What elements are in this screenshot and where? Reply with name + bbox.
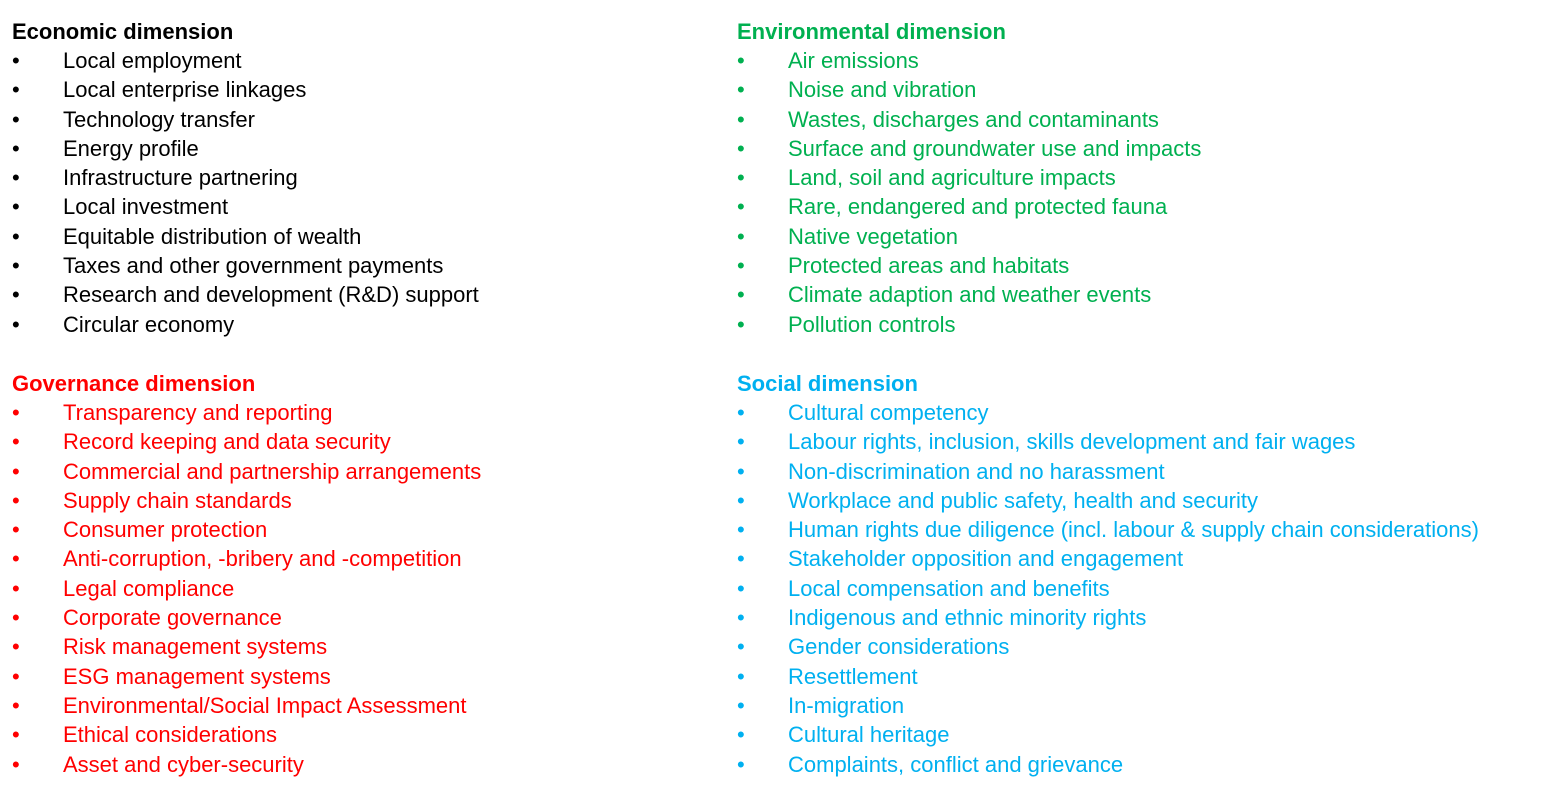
governance-section [12, 369, 482, 779]
economic-item-text: Local investment [63, 194, 229, 220]
bullet-icon: • [737, 165, 745, 191]
bullet-icon: • [737, 48, 745, 73]
bullet-icon: • [12, 223, 20, 249]
environmental-list-item [737, 192, 1168, 221]
bullet-icon: • [737, 106, 745, 132]
governance-list-item [12, 398, 333, 427]
governance-list-item [12, 486, 292, 515]
economic-list-item [12, 310, 233, 339]
social-item-text: Cultural heritage [788, 722, 950, 748]
governance-list-item [12, 603, 282, 632]
social-item-text: In-migration [788, 692, 905, 718]
governance-item-text: Legal compliance [63, 575, 235, 601]
governance-item-text: ESG management systems [63, 663, 331, 689]
environmental-section [737, 17, 1202, 339]
social-item-text: Gender considerations [788, 634, 1010, 660]
bullet-icon: • [737, 517, 745, 543]
bullet-icon: • [12, 282, 20, 308]
bullet-icon: • [737, 751, 745, 777]
environmental-item-text: Noise and vibration [788, 77, 977, 103]
bullet-icon: • [737, 400, 745, 425]
bullet-icon: • [12, 575, 20, 601]
economic-list-item [12, 163, 298, 192]
social-heading: Social dimension [737, 371, 918, 396]
governance-item-text: Transparency and reporting [63, 400, 333, 425]
governance-list-item [12, 515, 268, 544]
economic-item-text: Infrastructure partnering [63, 165, 298, 191]
bullet-icon: • [12, 517, 20, 543]
social-list-item [737, 662, 918, 691]
environmental-list-item [737, 46, 1006, 75]
social-item-text: Indigenous and ethnic minority rights [788, 605, 1147, 631]
governance-list-item [12, 662, 331, 691]
governance-list-item [12, 632, 328, 661]
social-item-text: Cultural competency [788, 400, 989, 425]
social-list-item [737, 544, 1184, 573]
economic-list-item [12, 134, 233, 163]
bullet-icon: • [737, 722, 745, 748]
governance-item-text: Corporate governance [63, 605, 282, 631]
governance-list [12, 398, 482, 779]
social-item-text: Complaints, conflict and grievance [788, 751, 1124, 777]
environmental-list-item [737, 251, 1070, 280]
bullet-icon: • [12, 692, 20, 718]
economic-list-item [12, 192, 233, 221]
environmental-item-text: Wastes, discharges and contaminants [788, 106, 1159, 132]
bullet-icon: • [737, 663, 745, 689]
social-list-item [737, 398, 989, 427]
bullet-icon: • [737, 458, 745, 484]
bullet-icon: • [12, 48, 20, 73]
governance-heading: Governance dimension [12, 371, 256, 396]
governance-list-item [12, 691, 467, 720]
environmental-list-item [737, 105, 1159, 134]
governance-list-item [12, 750, 304, 779]
economic-heading: Economic dimension [12, 19, 234, 44]
social-section [737, 369, 1479, 779]
bullet-icon: • [12, 400, 20, 425]
social-list-item [737, 603, 1147, 632]
bullet-icon: • [737, 429, 745, 455]
social-item-text: Stakeholder opposition and engagement [788, 546, 1184, 572]
governance-list-item [12, 720, 278, 749]
governance-list-item [12, 544, 462, 573]
bullet-icon: • [12, 311, 20, 337]
governance-item-text: Consumer protection [63, 517, 268, 543]
bullet-icon: • [737, 546, 745, 572]
economic-list [12, 46, 479, 339]
economic-section [12, 17, 479, 339]
governance-list-item [12, 574, 255, 603]
economic-item-text: Local employment [63, 48, 242, 73]
social-list-item [737, 750, 1124, 779]
governance-item-text: Environmental/Social Impact Assessment [63, 692, 467, 718]
social-item-text: Non-discrimination and no harassment [788, 458, 1165, 484]
environmental-list-item [737, 310, 1006, 339]
social-list-item [737, 427, 1356, 456]
economic-item-text: Research and development (R&D) support [63, 282, 479, 308]
bullet-icon: • [737, 487, 745, 513]
governance-item-text: Asset and cyber-security [63, 751, 304, 777]
bullet-icon: • [737, 692, 745, 718]
environmental-list-item [737, 134, 1202, 163]
economic-item-text: Taxes and other government payments [63, 253, 444, 279]
economic-item-text: Equitable distribution of wealth [63, 223, 362, 249]
bullet-icon: • [12, 634, 20, 660]
environmental-item-text: Rare, endangered and protected fauna [788, 194, 1168, 220]
social-item-text: Workplace and public safety, health and security [788, 487, 1259, 513]
bullet-icon: • [12, 429, 20, 455]
bullet-icon: • [12, 546, 20, 572]
environmental-list-item [737, 75, 1006, 104]
environmental-item-text: Protected areas and habitats [788, 253, 1070, 279]
social-item-text: Human rights due diligence (incl. labour & supply chain considerations) [788, 517, 1479, 543]
economic-list-item [12, 280, 479, 309]
social-list-item [737, 486, 1259, 515]
economic-item-text: Local enterprise linkages [63, 77, 307, 103]
bullet-icon: • [12, 663, 20, 689]
governance-list-item [12, 457, 482, 486]
bullet-icon: • [737, 223, 745, 249]
environmental-item-text: Pollution controls [788, 311, 956, 337]
bullet-icon: • [737, 605, 745, 631]
environmental-list-item [737, 163, 1116, 192]
bullet-icon: • [12, 106, 20, 132]
bullet-icon: • [737, 282, 745, 308]
social-item-text: Labour rights, inclusion, skills development and fair wages [788, 429, 1356, 455]
governance-list-item [12, 427, 391, 456]
social-list-item [737, 574, 1110, 603]
bullet-icon: • [12, 487, 20, 513]
bullet-icon: • [12, 605, 20, 631]
bullet-icon: • [737, 311, 745, 337]
environmental-list-item [737, 280, 1152, 309]
bullet-icon: • [737, 194, 745, 220]
environmental-item-text: Land, soil and agriculture impacts [788, 165, 1116, 191]
bullet-icon: • [737, 135, 745, 161]
governance-item-text: Anti-corruption, -bribery and -competition [63, 546, 462, 572]
bullet-icon: • [12, 458, 20, 484]
governance-item-text: Supply chain standards [63, 487, 292, 513]
governance-item-text: Record keeping and data security [63, 429, 391, 455]
governance-item-text: Commercial and partnership arrangements [63, 458, 482, 484]
environmental-item-text: Surface and groundwater use and impacts [788, 135, 1202, 161]
environmental-list [737, 46, 1202, 339]
economic-list-item [12, 222, 362, 251]
bullet-icon: • [12, 253, 20, 279]
bullet-icon: • [737, 634, 745, 660]
economic-list-item [12, 75, 307, 104]
environmental-item-text: Climate adaption and weather events [788, 282, 1152, 308]
environmental-list-item [737, 222, 1006, 251]
economic-item-text: Technology transfer [63, 106, 255, 132]
social-item-text: Local compensation and benefits [788, 575, 1110, 601]
environmental-item-text: Air emissions [788, 48, 919, 73]
bullet-icon: • [12, 722, 20, 748]
governance-item-text: Ethical considerations [63, 722, 278, 748]
bullet-icon: • [737, 253, 745, 279]
economic-item-text: Circular economy [63, 311, 235, 337]
social-list-item [737, 457, 1165, 486]
bullet-icon: • [737, 77, 745, 103]
environmental-heading: Environmental dimension [737, 19, 1006, 44]
economic-list-item [12, 251, 444, 280]
social-item-text: Resettlement [788, 663, 918, 689]
governance-item-text: Risk management systems [63, 634, 328, 660]
social-list-item [737, 515, 1479, 544]
bullet-icon: • [737, 575, 745, 601]
bullet-icon: • [12, 77, 20, 103]
bullet-icon: • [12, 165, 20, 191]
social-list-item [737, 720, 950, 749]
economic-list-item [12, 105, 255, 134]
bullet-icon: • [12, 751, 20, 777]
economic-item-text: Energy profile [63, 135, 199, 161]
bullet-icon: • [12, 194, 20, 220]
social-list-item [737, 632, 1010, 661]
social-list-item [737, 691, 918, 720]
environmental-item-text: Native vegetation [788, 223, 958, 249]
economic-list-item [12, 46, 242, 75]
bullet-icon: • [12, 135, 20, 161]
social-list [737, 398, 1479, 779]
